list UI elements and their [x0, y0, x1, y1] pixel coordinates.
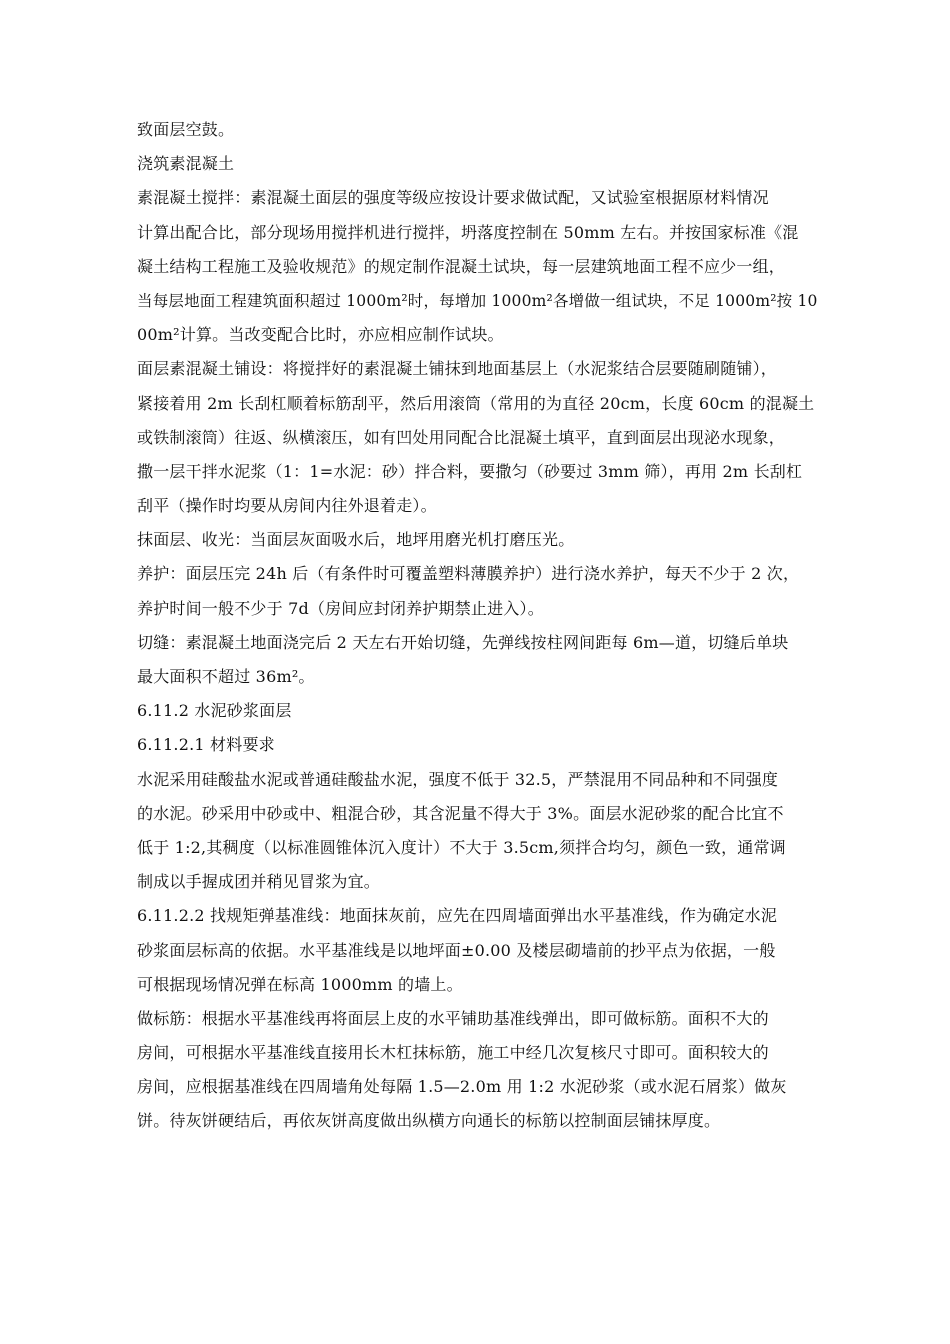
document-body	[137, 113, 825, 1139]
text-line: 水泥采用硅酸盐水泥或普通硅酸盐水泥，强度不低于 32.5，严禁混用不同品种和不同强度	[137, 769, 779, 789]
paragraph	[137, 181, 825, 352]
text-line: 紧接着用 2m 长刮杠顺着标筋刮平，然后用滚筒（常用的为直径 20cm，长度 60cm 的混凝土	[137, 393, 815, 413]
text-line: 的水泥。砂采用中砂或中、粗混合砂，其含泥量不得大于 3%。面层水泥砂浆的配合比宜不	[137, 803, 784, 823]
text-line: 6.11.2.2 找规矩弹基准线：地面抹灰前，应先在四周墙面弹出水平基准线，作为确定水泥	[137, 906, 778, 926]
text-line: 可根据现场情况弹在标高 1000mm 的墙上。	[137, 974, 463, 994]
text-line: 刮平（操作时均要从房间内往外退着走）。	[137, 496, 437, 516]
text-line: 房间，应根据基准线在四周墙角处每隔 1.5—2.0m 用 1:2 水泥砂浆（或水泥石屑浆）做灰	[137, 1077, 787, 1097]
paragraph	[137, 728, 825, 762]
paragraph	[137, 523, 825, 557]
text-line: 低于 1:2,其稠度（以标准圆锥体沉入度计）不大于 3.5cm,须拌合均匀，颜色一致，通常调	[137, 837, 786, 857]
paragraph	[137, 352, 825, 523]
paragraph	[137, 899, 825, 1002]
paragraph	[137, 147, 825, 181]
text-line: 养护时间一般不少于 7d（房间应封闭养护期禁止进入）。	[137, 598, 544, 618]
paragraph	[137, 557, 825, 625]
paragraph	[137, 763, 825, 900]
text-line: 00m²计算。当改变配合比时，亦应相应制作试块。	[137, 325, 504, 345]
text-line: 撒一层干拌水泥浆（1：1=水泥：砂）拌合料，要撒匀（砂要过 3mm 筛），再用 2m 长刮杠	[137, 461, 803, 481]
text-line: 最大面积不超过 36m²。	[137, 667, 315, 686]
paragraph	[137, 113, 825, 147]
text-line: 致面层空鼓。	[137, 120, 235, 139]
text-line: 计算出配合比，部分现场用搅拌机进行搅拌，坍落度控制在 50mm 左右。并按国家标准《混	[137, 222, 799, 242]
text-line: 浇筑素混凝土	[137, 154, 235, 174]
text-line: 6.11.2 水泥砂浆面层	[137, 701, 292, 721]
text-line: 凝土结构工程施工及验收规范》的规定制作混凝土试块，每一层建筑地面工程不应少一组，	[137, 256, 786, 276]
text-line: 房间，可根据水平基准线直接用长木杠抹标筋，施工中经几次复核尺寸即可。面积较大的	[137, 1043, 769, 1063]
text-line: 面层素混凝土铺设：将搅拌好的素混凝土铺抹到地面基层上（水泥浆结合层要随刷随铺），	[137, 359, 778, 379]
text-line: 制成以手握成团并稍见冒浆为宜。	[137, 872, 381, 892]
text-line: 当每层地面工程建筑面积超过 1000m²时，每增加 1000m²各增做一组试块，不足 1000m²按 10	[137, 291, 818, 310]
paragraph	[137, 626, 825, 694]
paragraph	[137, 1002, 825, 1139]
text-line: 素混凝土搅拌：素混凝土面层的强度等级应按设计要求做试配，又试验室根据原材料情况	[137, 188, 769, 208]
text-line: 饼。待灰饼硬结后，再依灰饼高度做出纵横方向通长的标筋以控制面层铺抹厚度。	[137, 1111, 721, 1131]
paragraph	[137, 694, 825, 728]
text-line: 养护：面层压完 24h 后（有条件时可覆盖塑料薄膜养护）进行浇水养护，每天不少于 2 次，	[137, 564, 800, 584]
text-line: 抹面层、收光：当面层灰面吸水后，地坪用磨光机打磨压光。	[137, 530, 575, 550]
text-line: 砂浆面层标高的依据。水平基准线是以地坪面±0.00 及楼层砌墙前的抄平点为依据，一般	[137, 940, 776, 960]
text-line: 或铁制滚筒）往返、纵横滚压，如有凹处用同配合比混凝土填平，直到面层出现泌水现象，	[137, 427, 786, 447]
text-line: 做标筋：根据水平基准线再将面层上皮的水平铺助基准线弹出，即可做标筋。面积不大的	[137, 1008, 769, 1028]
text-line: 6.11.2.1 材料要求	[137, 735, 275, 755]
text-line: 切缝：素混凝土地面浇完后 2 天左右开始切缝，先弹线按柱网间距每 6m—道，切缝后单块	[137, 632, 789, 652]
